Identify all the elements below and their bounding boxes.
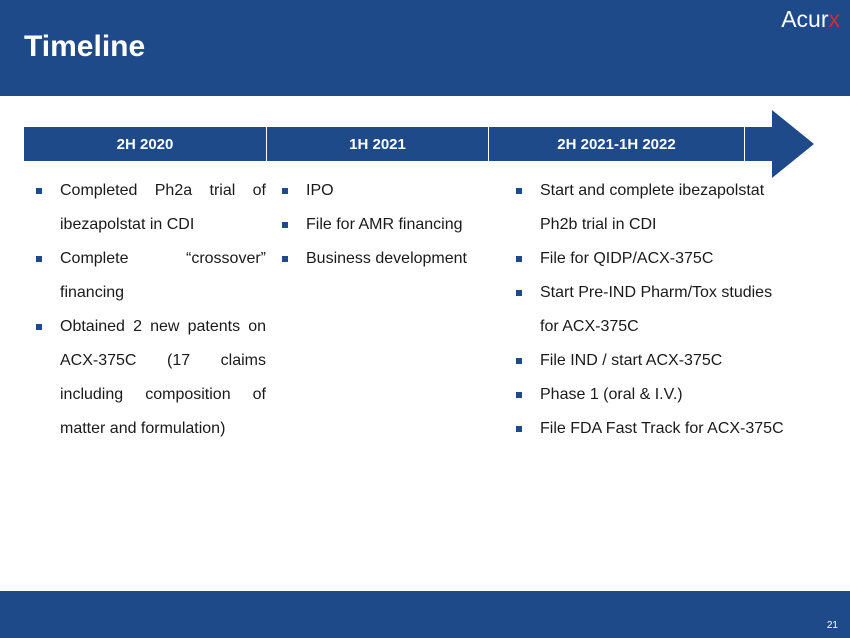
list-item: File for QIDP/ACX-375C [514,242,794,276]
timeline-bar [24,127,744,161]
footer-bar [0,591,850,638]
list-item: File FDA Fast Track for ACX-375C [514,412,794,446]
list-item: Start and complete ibezapolstat Ph2b trial in CDI [514,174,794,242]
timeline-arrow-shaft [744,127,772,161]
logo-text: Acur [781,6,829,32]
milestones-column-2h-2020 [34,174,266,446]
list-item: Obtained 2 new patents on ACX-375C (17 claims including composition of matter and formulation) [34,310,266,446]
timeline-phase-1h-2021: 1H 2021 [267,127,489,161]
timeline-arrow-head-icon [772,110,814,178]
list-item: Business development [280,242,505,276]
list-item: Start Pre-IND Pharm/Tox studies for ACX-375C [514,276,794,344]
timeline-phase-2h-2021-1h-2022: 2H 2021-1H 2022 [557,135,676,153]
bullet-list [514,174,794,446]
milestones-column-2h-2021-1h-2022 [514,174,794,446]
list-item: Completed Ph2a trial of ibezapolstat in CDI [34,174,266,242]
list-item: IPO [280,174,505,208]
list-item: File IND / start ACX-375C [514,344,794,378]
page-title: Timeline [24,30,146,63]
list-item: Complete “crossover” financing [34,242,266,310]
company-logo [781,6,840,33]
bullet-list [34,174,266,446]
page-number: 21 [826,620,838,631]
timeline-phase-2h-2020: 2H 2020 [24,127,267,161]
milestones-column-1h-2021 [280,174,505,276]
bullet-list [280,174,505,276]
list-item: File for AMR financing [280,208,505,242]
list-item: Phase 1 (oral & I.V.) [514,378,794,412]
logo-accent: x [828,6,840,32]
